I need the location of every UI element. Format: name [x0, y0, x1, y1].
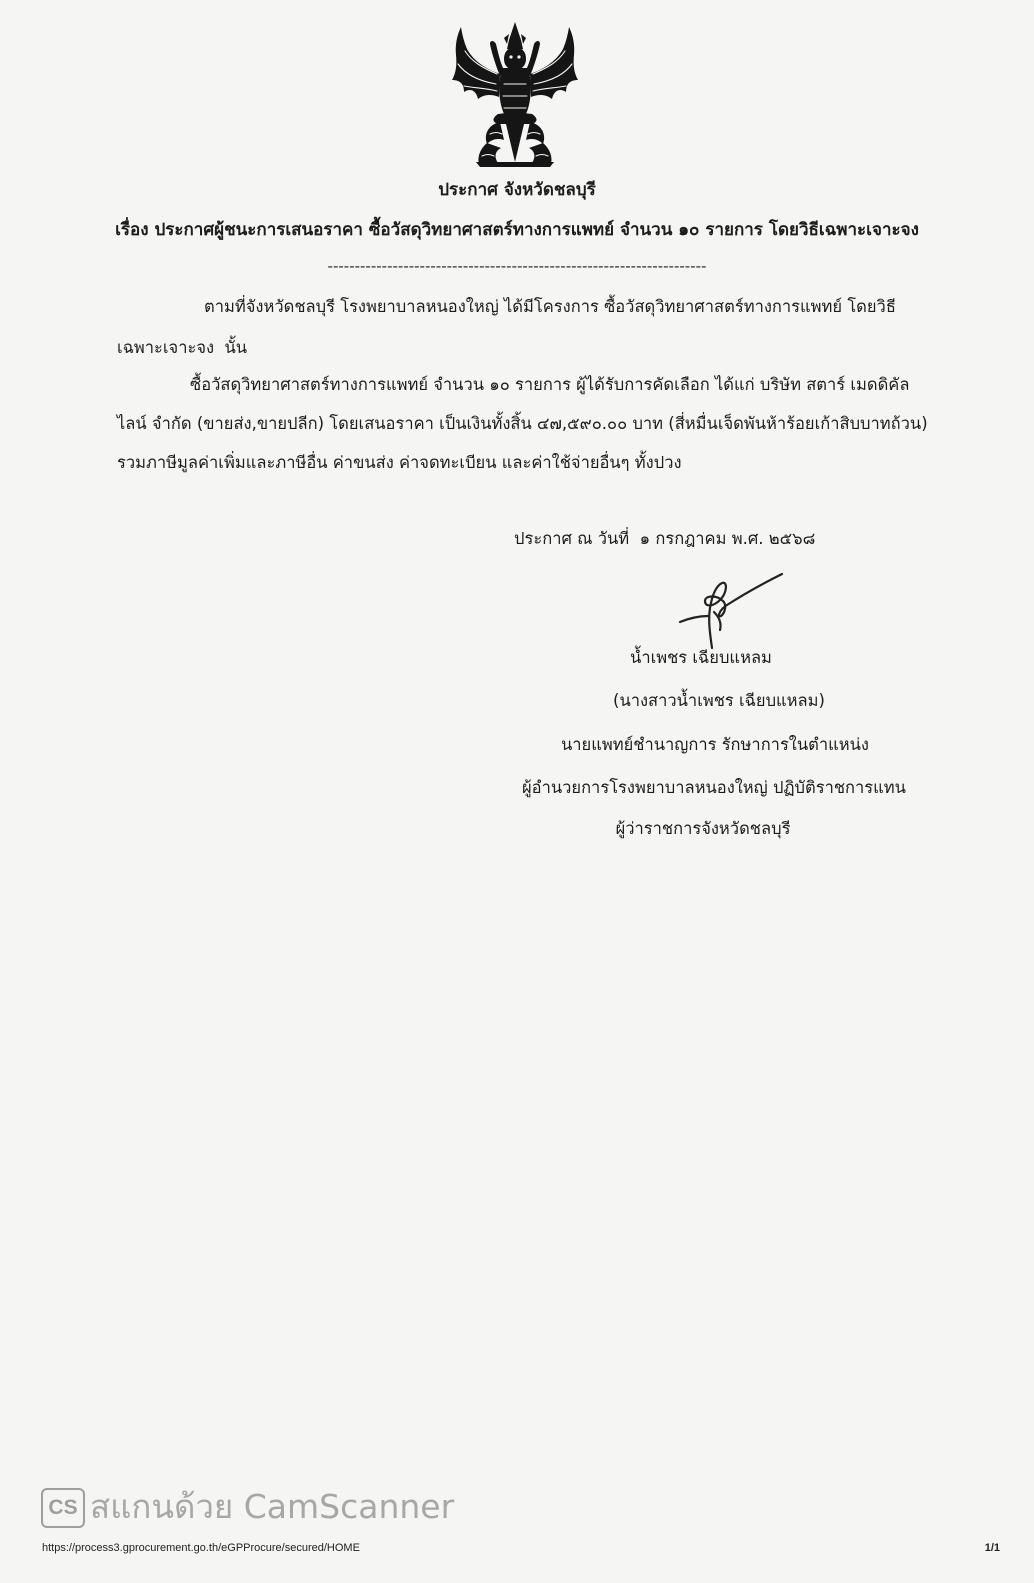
garuda-emblem [452, 22, 578, 167]
page-number: 1/1 [984, 1542, 1000, 1554]
paragraph-2-line-3: รวมภาษีมูลค่าเพิ่มและภาษีอื่น ค่าขนส่ง ค่าจดทะเบียน และค่าใช้จ่ายอื่นๆ ทั้งปวง [117, 453, 682, 472]
paragraph-2-line-2: ไลน์ จำกัด (ขายส่ง,ขายปลีก) โดยเสนอราคา เป็นเงินทั้งสิ้น ๔๗,๕๙๐.๐๐ บาท (สี่หมื่นเจ็ดพันห้าร้อยเก้าสิบบาทถ้วน) [117, 414, 928, 433]
signatory-on-behalf-of: ผู้ว่าราชการจังหวัดชลบุรี [615, 819, 791, 838]
paragraph-1-line-2: เฉพาะเจาะจง นั้น [117, 338, 248, 357]
camscanner-logo: CS [41, 1488, 85, 1528]
paragraph-1-line-1: ตามที่จังหวัดชลบุรี โรงพยาบาลหนองใหญ่ ได้มีโครงการ ซื้อวัสดุวิทยาศาสตร์ทางการแพทย์ โดยวิธี [204, 297, 896, 316]
announcement-subject: เรื่อง ประกาศผู้ชนะการเสนอราคา ซื้อวัสดุวิทยาศาสตร์ทางการแพทย์ จำนวน ๑๐ รายการ โดยวิธีเฉพาะเจาะจง [115, 220, 919, 240]
announcement-date: ประกาศ ณ วันที่ ๑ กรกฎาคม พ.ศ. ๒๕๖๘ [514, 529, 816, 548]
footer-url: https://process3.gprocurement.go.th/eGPProcure/secured/HOME [42, 1542, 360, 1554]
signatory-position: นายแพทย์ชำนาญการ รักษาการในตำแหน่ง [561, 735, 869, 754]
signatory-name: น้ำเพชร เฉียบแหลม [630, 648, 772, 667]
handwritten-signature [672, 570, 784, 652]
camscanner-watermark: สแกนด้วย CamScanner [90, 1487, 455, 1526]
signatory-acting-for: ผู้อำนวยการโรงพยาบาลหนองใหญ่ ปฏิบัติราชการแทน [522, 778, 906, 797]
separator-line: ---------------------------------------------------------------------- [327, 257, 707, 275]
paragraph-2-line-1: ซื้อวัสดุวิทยาศาสตร์ทางการแพทย์ จำนวน ๑๐ รายการ ผู้ได้รับการคัดเลือก ได้แก่ บริษัท สตาร์ เมดดิคัล [190, 375, 910, 394]
announcement-heading: ประกาศ จังหวัดชลบุรี [438, 180, 596, 200]
signatory-full-name: (นางสาวน้ำเพชร เฉียบแหลม) [613, 691, 825, 710]
